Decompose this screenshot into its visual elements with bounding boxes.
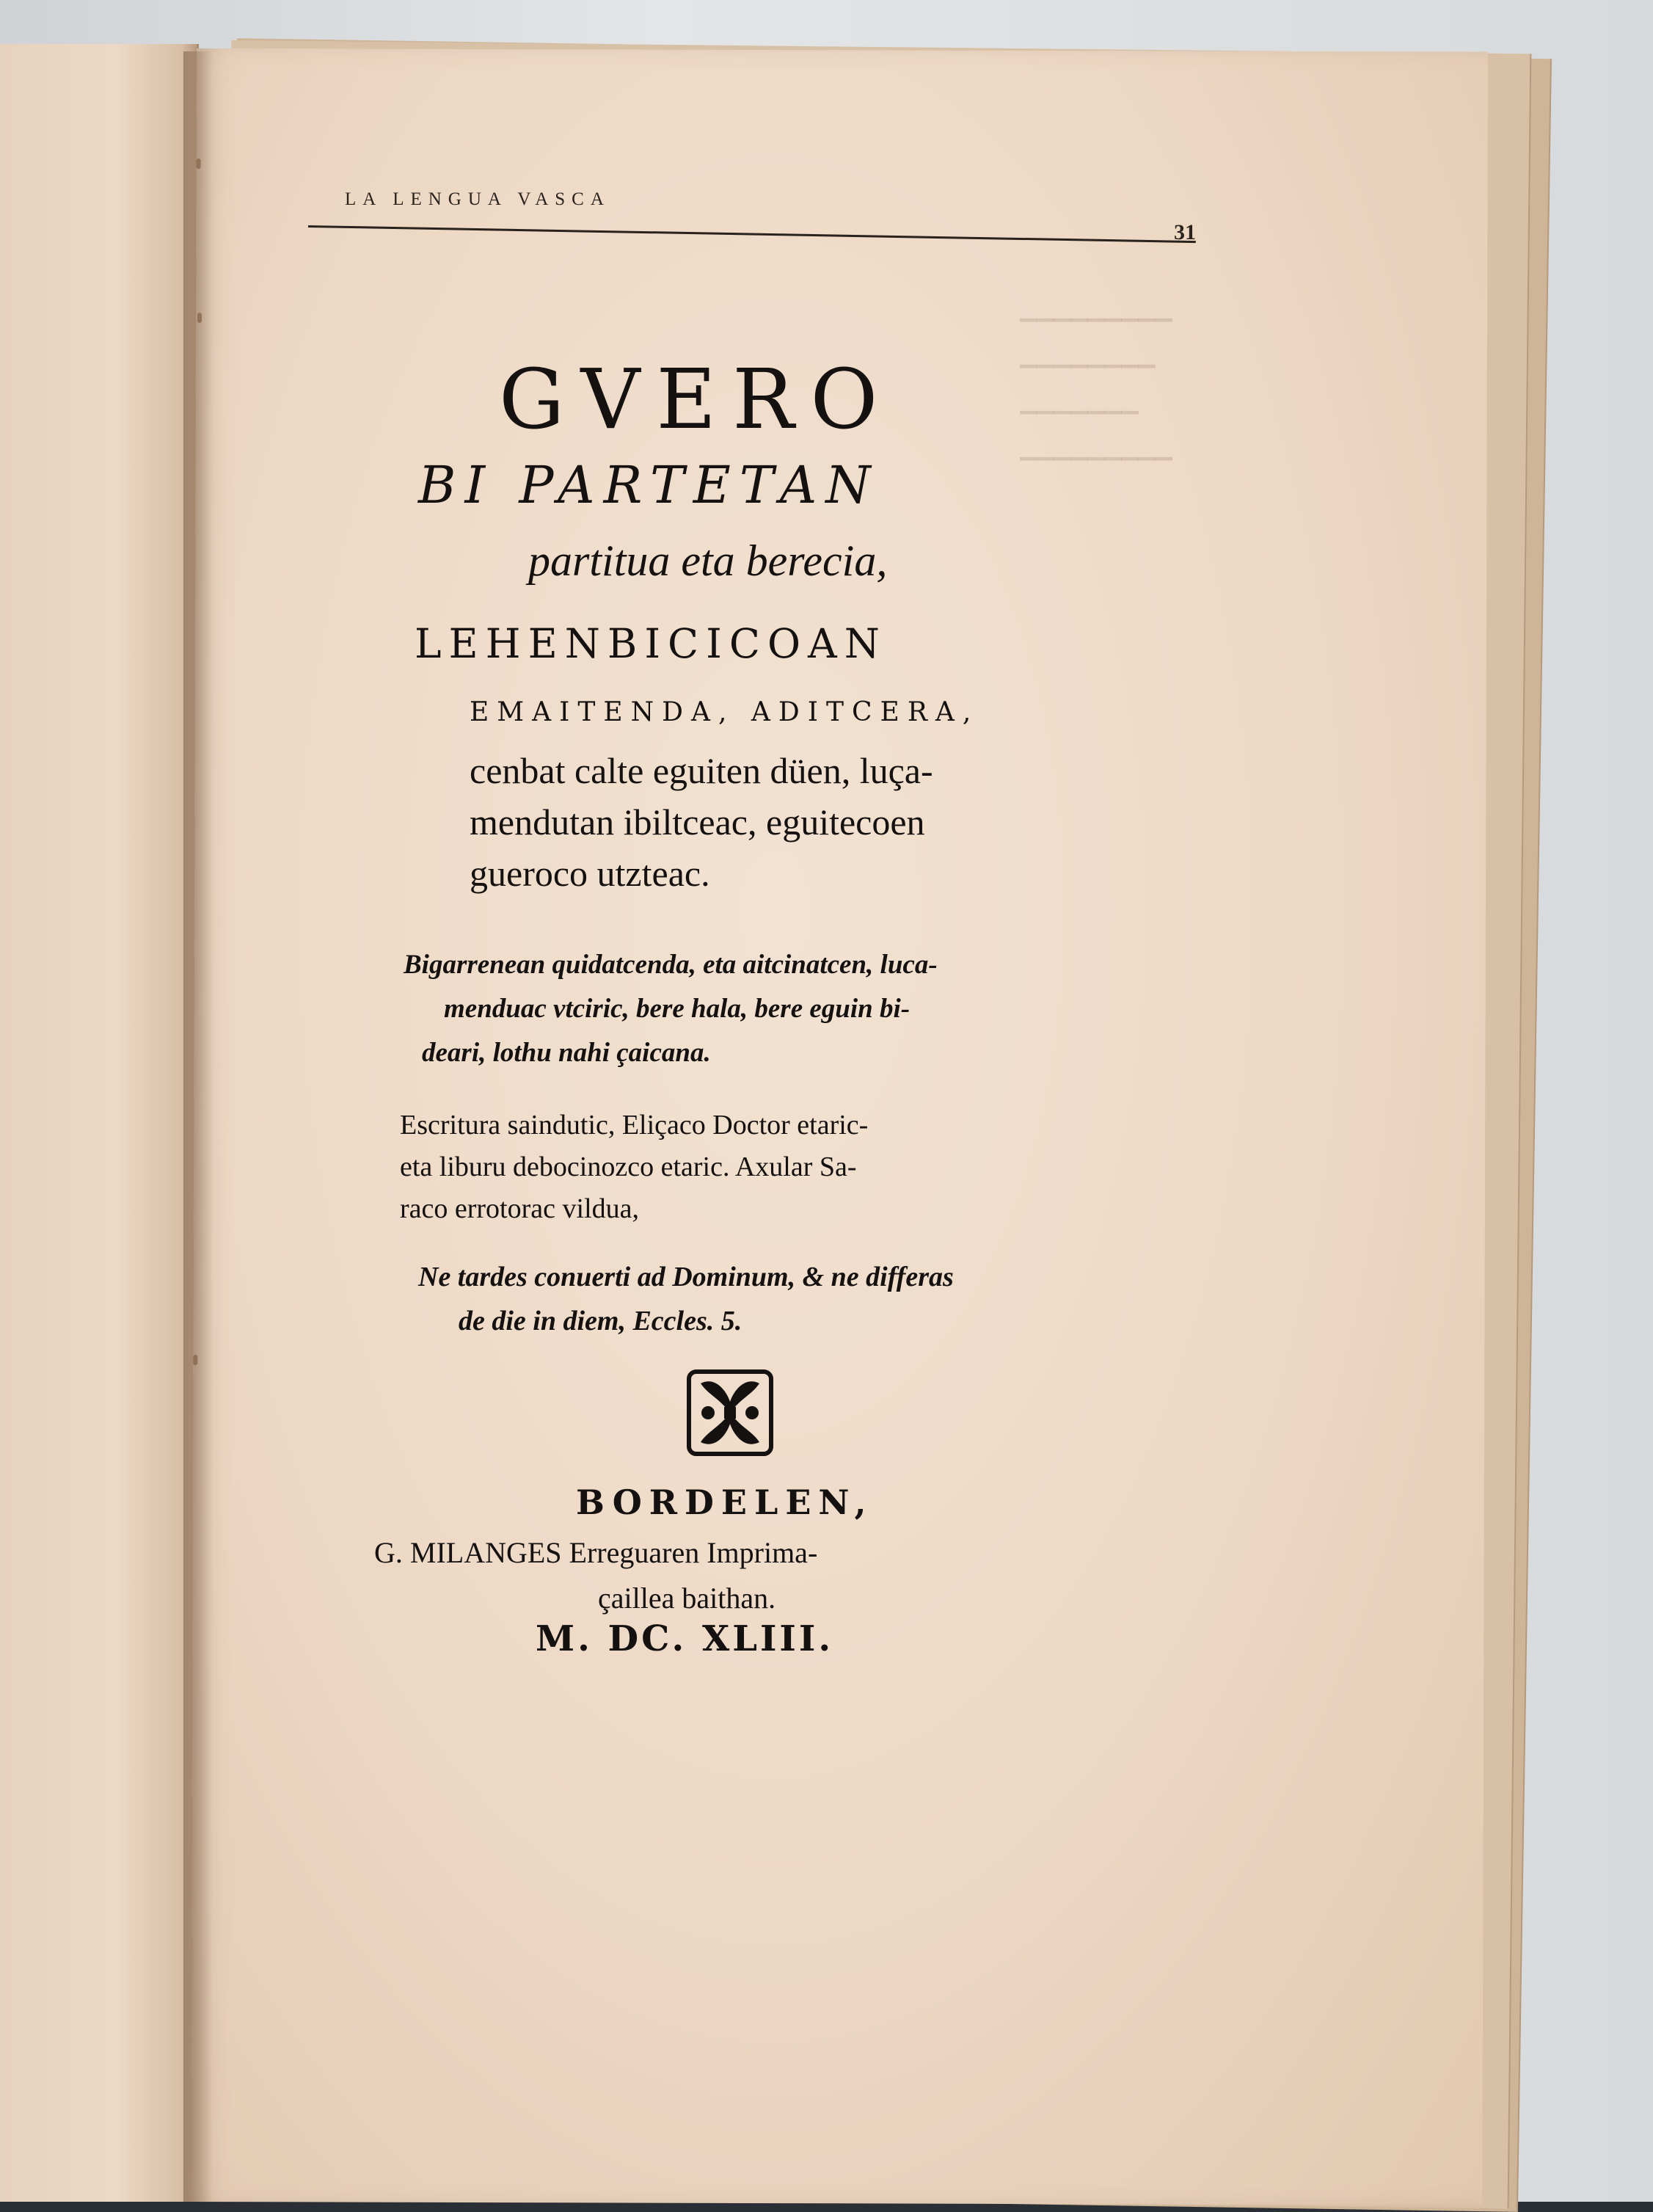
text-line: Ne tardes conuerti ad Dominum, & ne differas [418,1262,954,1292]
subtitle-line-5: EMAITENDA, ADITCERA, [470,697,979,727]
gutter-shadow [183,51,213,2202]
text-line: Bigarrenean quidatcenda, eta aitcinatcen, luca- [404,950,938,980]
text-line: raco errotorac vildua, [400,1193,639,1224]
printers-ornament-icon [686,1369,774,1457]
text-line: eta liburu debocinozco etaric. Axular Sa- [400,1152,857,1182]
imprint-printer [374,1530,817,1621]
text-line: Escritura saindutic, Eliçaco Doctor etaric- [400,1110,869,1140]
text-line: G. MILANGES Erreguaren Imprima- [374,1536,818,1569]
text-line: gueroco utzteac. [470,853,710,894]
title: GVERO [499,352,894,448]
text-line: mendutan ibiltceac, eguitecoen [470,801,925,843]
show-through-text: ▁▁▁▁▁▁▁▁▁ ▁▁▁▁▁▁▁▁ ▁▁▁▁▁▁▁ ▁▁▁▁▁▁▁▁▁ [1020,297,1172,460]
text-line: deari, lothu nahi çaicana. [422,1038,711,1068]
subtitle-line-4: LEHENBICICOAN [415,620,887,667]
text-line: çaillea baithan. [598,1582,776,1615]
subtitle-line-3: partitua eta berecia, [528,536,888,585]
running-head: LA LENGUA VASCA [345,189,610,209]
epigraph [418,1255,954,1343]
text-line: menduac vtciric, bere hala, bere eguin bi- [444,994,911,1024]
paragraph-3 [400,1105,868,1230]
text-line: de die in diem, Eccles. 5. [459,1306,742,1336]
paragraph-1 [470,745,933,899]
page-number: 31 [1174,220,1196,244]
imprint-place: BORDELEN, [576,1482,874,1522]
imprint-year: M. DC. XLIII. [536,1618,834,1659]
facing-page [0,44,199,2202]
text-line: cenbat calte eguiten düen, luça- [470,750,933,791]
paragraph-2 [404,943,938,1075]
subtitle: BI PARTETAN [418,455,880,515]
